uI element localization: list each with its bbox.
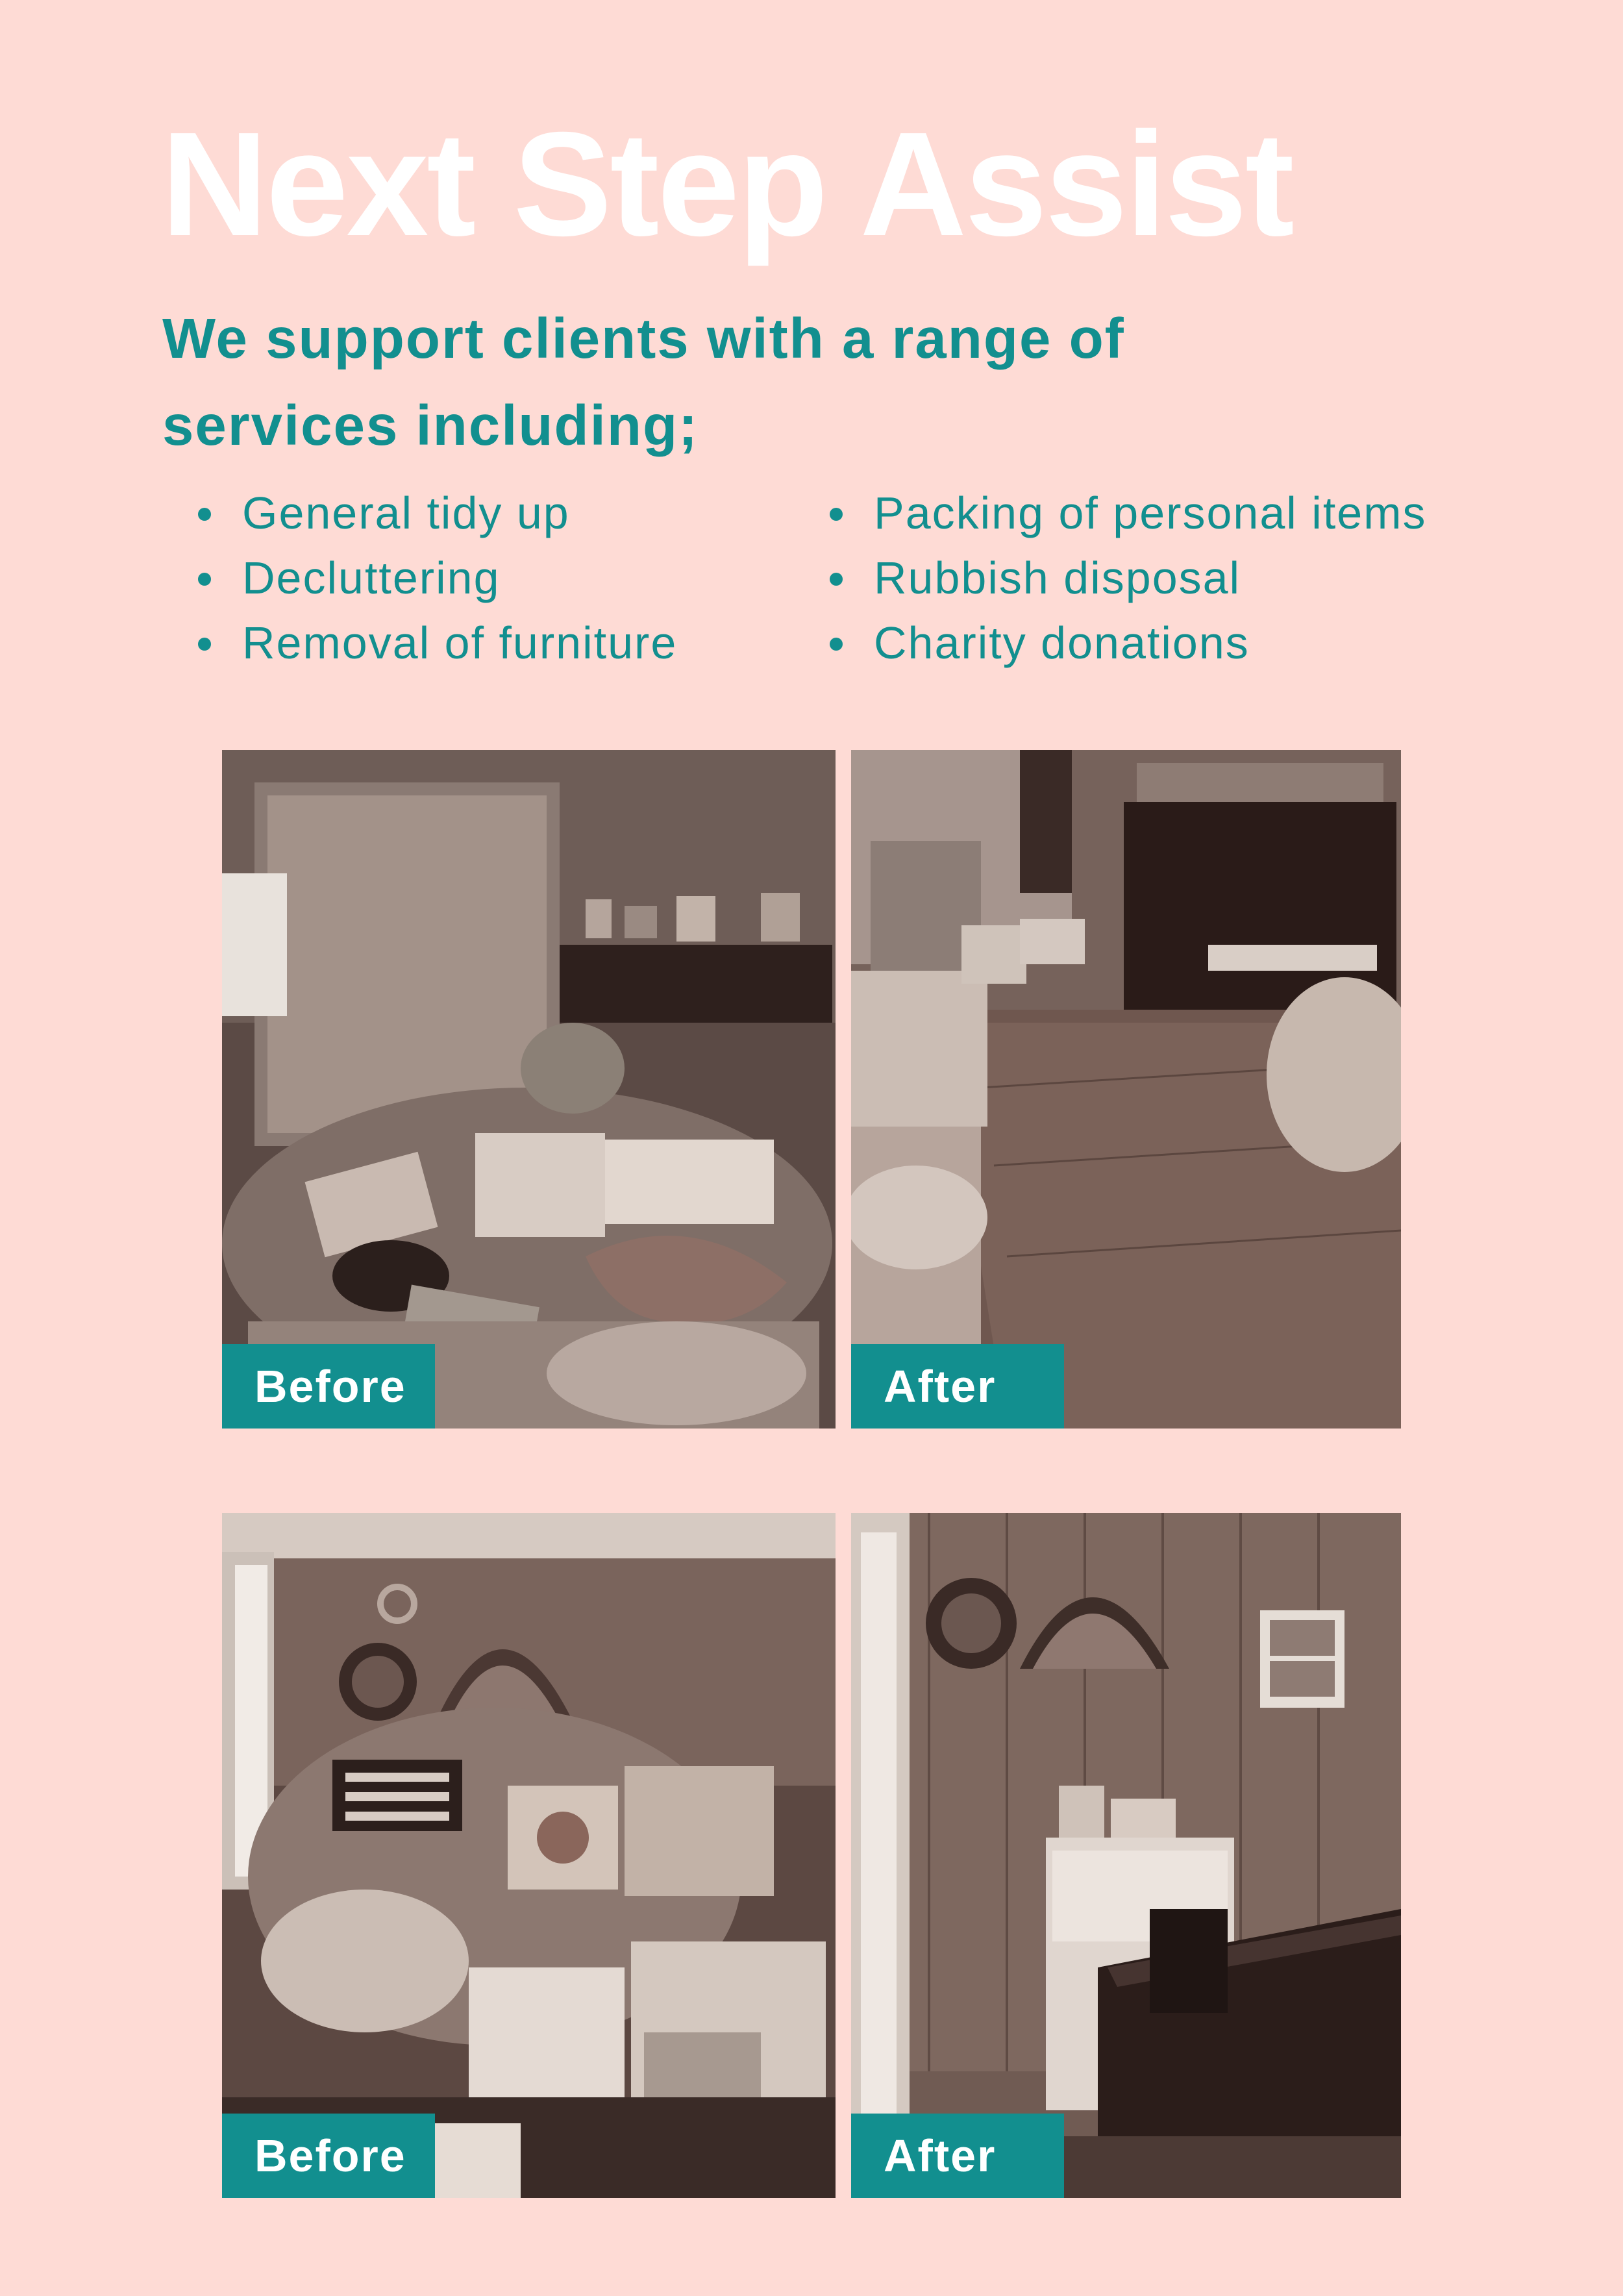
cluttered-bedroom-image <box>222 1513 836 2198</box>
cluttered-room-image <box>222 750 836 1429</box>
services-intro: We support clients with a range of services including; <box>162 307 1125 457</box>
tidy-bedroom-image <box>851 1513 1401 2198</box>
service-item: Charity donations <box>830 610 1427 675</box>
after-label: After <box>851 2114 1064 2198</box>
photo-bedroom-before <box>222 1513 836 2198</box>
services-list-right <box>830 480 1427 675</box>
service-item: General tidy up <box>198 480 677 545</box>
page-title: Next Step Assist <box>161 102 1293 267</box>
photo-bedroom-after <box>851 1513 1401 2198</box>
service-item: Decluttering <box>198 545 677 610</box>
bullet-icon <box>830 638 843 651</box>
photo-living-room-before <box>222 750 836 1429</box>
photo-living-room-after <box>851 750 1401 1429</box>
service-item: Rubbish disposal <box>830 545 1427 610</box>
bullet-icon <box>198 508 211 521</box>
before-label: Before <box>222 2114 435 2198</box>
service-item: Removal of furniture <box>198 610 677 675</box>
bullet-icon <box>198 573 211 586</box>
bullet-icon <box>830 573 843 586</box>
before-label: Before <box>222 1344 435 1429</box>
bullet-icon <box>198 638 211 651</box>
services-list-left <box>198 480 677 675</box>
service-item: Packing of personal items <box>830 480 1427 545</box>
bullet-icon <box>830 508 843 521</box>
after-label: After <box>851 1344 1064 1429</box>
tidy-room-image <box>851 750 1401 1429</box>
